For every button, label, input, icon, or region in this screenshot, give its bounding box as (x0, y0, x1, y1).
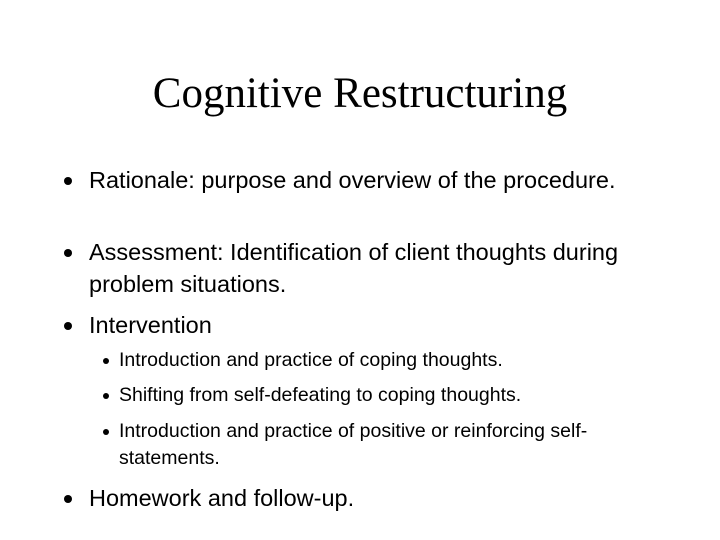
bullet-dot-icon (103, 393, 109, 399)
bullet-item-intervention (89, 309, 669, 341)
bullet-text: Introduction and practice of positive or reinforcing self-statements. (119, 420, 588, 469)
bullet-item-assessment (89, 236, 669, 300)
bullet-dot-icon (64, 495, 72, 503)
slide-title: Cognitive Restructuring (152, 70, 568, 117)
bullet-item-homework (89, 482, 669, 514)
sub-bullet-item-shifting (119, 382, 679, 409)
bullet-dot-icon (64, 322, 72, 330)
sub-bullet-item-coping-thoughts (119, 347, 679, 374)
bullet-item-rationale (89, 164, 669, 196)
bullet-text: Assessment: Identification of client thoughts during problem situations. (89, 239, 619, 297)
bullet-dot-icon (103, 429, 109, 435)
bullet-text: Shifting from self-defeating to coping thoughts. (119, 384, 522, 406)
sub-bullet-item-self-statements (119, 418, 679, 472)
bullet-text: Introduction and practice of coping thoughts. (119, 349, 503, 371)
bullet-text: Rationale: purpose and overview of the procedure. (89, 167, 616, 193)
bullet-dot-icon (64, 177, 72, 185)
bullet-dot-icon (64, 249, 72, 257)
bullet-text: Homework and follow-up. (89, 485, 355, 511)
bullet-dot-icon (103, 358, 109, 364)
bullet-text: Intervention (89, 312, 212, 338)
